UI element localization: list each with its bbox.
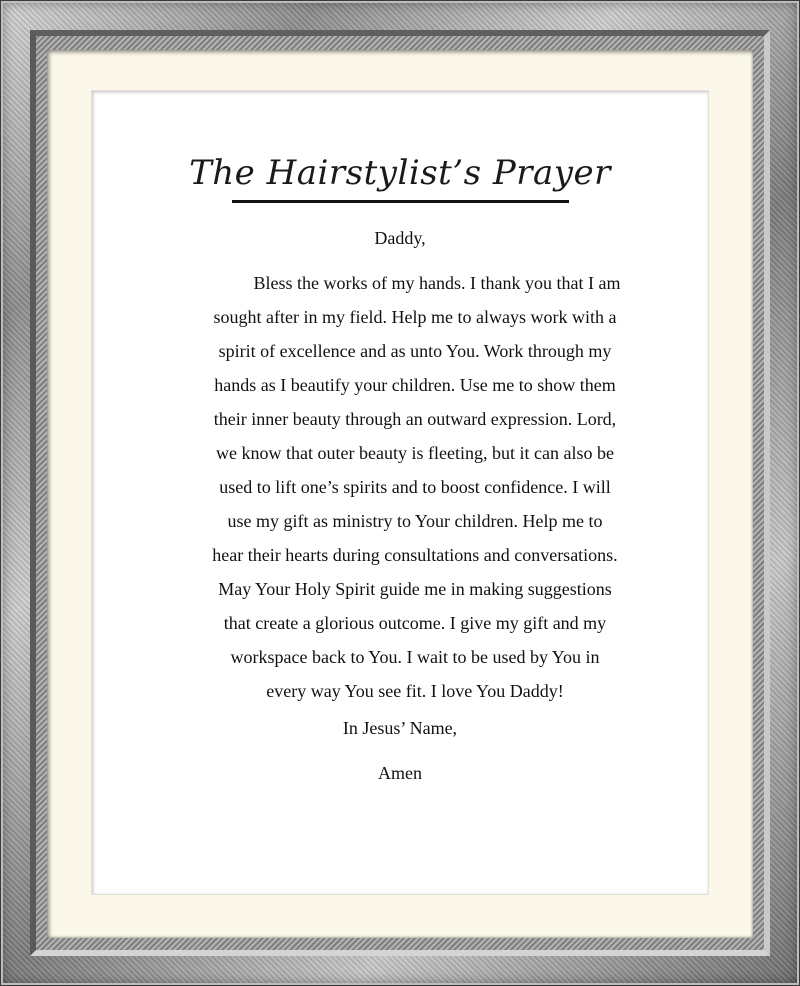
closing-line: In Jesus’ Name, [342,718,458,738]
greeting: Daddy, [374,228,426,248]
page-title: The Hairstylist’s Prayer [189,153,611,193]
body-line: sought after in my field. Help me to always work with a [213,307,617,327]
title-underline [232,200,569,203]
body-line: May Your Holy Spirit guide me in making suggestions [218,579,612,599]
body-line: hear their hearts during consultations and conversations. [212,545,618,565]
amen-line: Amen [378,763,422,783]
prayer-body [190,266,640,708]
prayer-paper [92,91,708,894]
body-line: used to lift one’s spirits and to boost confidence. I will [219,477,611,497]
body-line: workspace back to You. I wait to be used by You in [230,647,600,667]
body-line: that create a glorious outcome. I give my gift and my [223,613,607,633]
body-line: every way You see fit. I love You Daddy! [266,681,564,701]
body-line: spirit of excellence and as unto You. Work through my [218,341,612,361]
body-line: Bless the works of my hands. I thank you that I am [253,273,621,293]
body-line: hands as I beautify your children. Use me to show them [214,375,616,395]
body-line: use my gift as ministry to Your children. Help me to [227,511,603,531]
body-line: we know that outer beauty is fleeting, but it can also be [216,443,614,463]
body-line: their inner beauty through an outward expression. Lord, [213,409,617,429]
